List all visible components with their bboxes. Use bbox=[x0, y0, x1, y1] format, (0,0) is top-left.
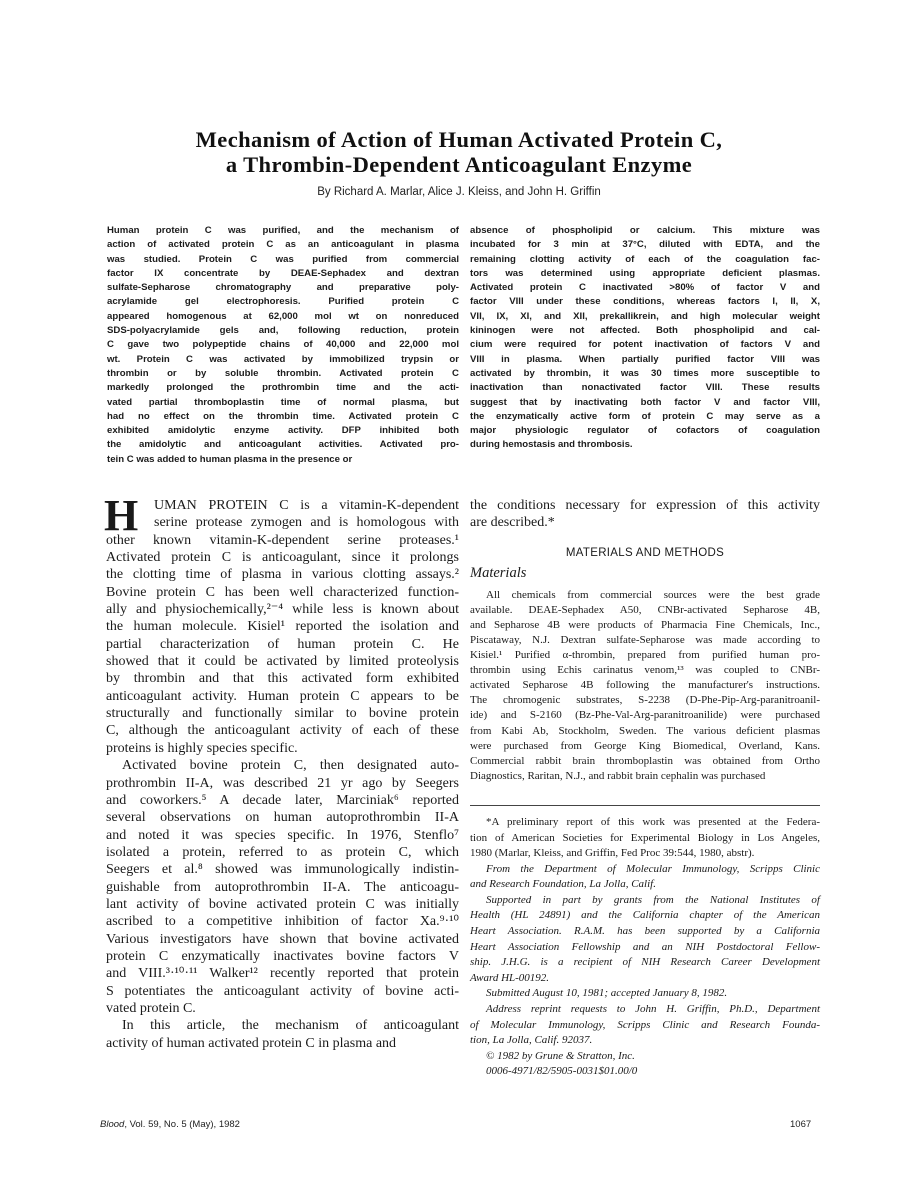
text-line: anticoagulant activity. Human protein C appears to be bbox=[106, 688, 459, 704]
text-line: ascribed to a competitive inhibition of factor Xa.⁹·¹⁰ bbox=[106, 914, 459, 930]
text-line: ally and physiochemically,²⁻⁴ while less is known about bbox=[106, 602, 459, 618]
text-line: Activated bovine protein C, then designated auto- bbox=[122, 758, 459, 774]
text-line: acrylamide gel electrophoresis. Purified protein C bbox=[107, 296, 459, 308]
text-line: during hemostasis and thrombosis. bbox=[470, 439, 633, 451]
subsection-heading: Materials bbox=[470, 564, 527, 581]
journal-citation bbox=[100, 1119, 240, 1130]
text-line: isolated a protein, referred to as protein C, which bbox=[106, 844, 459, 860]
title-line-2: a Thrombin-Dependent Anticoagulant Enzyme bbox=[225, 152, 693, 177]
page-number: 1067 bbox=[790, 1119, 812, 1130]
text-line: had no effect on the thrombin time. Activated protein C bbox=[107, 410, 459, 422]
text-line: activated Sepharose 4B following the manufacturer's instructions. bbox=[470, 679, 820, 692]
footnotes bbox=[470, 815, 820, 1080]
text-line: Diagnostics, Raritan, N.J., and rabbit brain cephalin was purchased bbox=[470, 769, 766, 782]
text-line: major physiologic regulator of cofactors of coagulation bbox=[470, 425, 820, 437]
text-line: of Molecular Immunology, Scripps Clinic and Research Founda- bbox=[470, 1018, 820, 1031]
text-line: SDS-polyacrylamide gels and, following reduction, protein bbox=[107, 325, 459, 337]
text-line: vated protein C. bbox=[106, 1000, 196, 1016]
text-line: available. DEAE-Sephadex A50, CNBr-activated Sepharose 4B, bbox=[470, 603, 820, 616]
text-line: tion of American Societies for Experimental Biology in Los Angeles, bbox=[470, 831, 820, 844]
text-line: Address reprint requests to John H. Griffin, Ph.D., Department bbox=[486, 1003, 820, 1016]
text-line: C, although the anticoagulant activity of each of these bbox=[106, 723, 459, 739]
text-line: partial characterization of human protein C. He bbox=[106, 636, 459, 652]
text-line: All chemicals from commercial sources were the best grade bbox=[486, 588, 820, 601]
article-code: 0006-4971/82/5905-0031$01.00/0 bbox=[486, 1065, 638, 1078]
text-line: other known vitamin-K-dependent serine proteases.¹ bbox=[106, 532, 459, 548]
paper-title bbox=[0, 127, 918, 177]
abstract-right-column bbox=[470, 224, 820, 453]
text-line: Kisiel.¹ Purified α-thrombin, prepared from purified human pro- bbox=[470, 649, 820, 662]
journal-volume: , Vol. 59, No. 5 (May), 1982 bbox=[124, 1119, 240, 1130]
text-line: Seegers et al.⁸ showed was immunologically indistin- bbox=[106, 862, 459, 878]
text-line: activity of human activated protein C in plasma and bbox=[106, 1035, 397, 1051]
submitted-note: Submitted August 10, 1981; accepted January 8, 1982. bbox=[486, 987, 728, 1000]
text-line: In this article, the mechanism of anticoagulant bbox=[122, 1018, 459, 1034]
text-line: activated by thrombin, it was 30 times more susceptible to bbox=[470, 367, 820, 379]
dropcap-letter: H bbox=[104, 491, 139, 540]
text-line: remaining clotting activity of each of the coagulation fac- bbox=[470, 253, 820, 265]
affiliation-note bbox=[470, 862, 820, 893]
text-line: tion, La Jolla, Calif. 92037. bbox=[470, 1034, 593, 1047]
body-right-column bbox=[470, 497, 820, 1080]
author-byline: By Richard A. Marlar, Alice J. Kleiss, and John H. Griffin bbox=[317, 186, 601, 198]
preliminary-report-note bbox=[470, 815, 820, 862]
title-line-1: Mechanism of Action of Human Activated Protein C, bbox=[195, 127, 723, 152]
text-line: From the Department of Molecular Immunology, Scripps Clinic bbox=[486, 862, 820, 875]
text-line: was studied. Protein C was purified from commercial bbox=[107, 253, 459, 265]
text-line: Piscataway, N.J. Dextran sulfate-Sepharose was made according to bbox=[470, 633, 820, 646]
text-line: ship. J.H.G. is a recipient of NIH Research Career Development bbox=[470, 956, 820, 969]
text-line: inactivation than nonactivated factor VIII. These results bbox=[470, 382, 820, 394]
intro-continuation bbox=[470, 497, 820, 532]
text-line: and noted it was species specific. In 1976, Stenflo⁷ bbox=[106, 827, 459, 843]
text-line: lant activity of bovine activated protein C was initially bbox=[106, 896, 459, 912]
text-line: the enzymatically active form of protein C may serve as a bbox=[470, 410, 820, 422]
text-line: factor IX concentrate by DEAE-Sephadex and dextran bbox=[107, 267, 459, 279]
text-line: the amidolytic and anticoagulant activities. Activated pro- bbox=[107, 439, 459, 451]
text-line: from Kabi Ab, Stockholm, Sweden. The various deficient plasmas bbox=[470, 724, 820, 737]
text-line: Supported in part by grants from the National Institutes of bbox=[486, 893, 820, 906]
text-line: Heart Association. R.A.M. has been supported by a California bbox=[470, 925, 820, 938]
copyright-note: © 1982 by Grune & Stratton, Inc. bbox=[486, 1049, 635, 1062]
text-line: vated partial thromboplastin time of normal plasma, but bbox=[107, 396, 459, 408]
text-line: serine protease zymogen and is homologous with bbox=[154, 515, 459, 531]
text-line: the human molecule. Kisiel¹ reported the isolation and bbox=[106, 619, 459, 635]
address-note bbox=[470, 1002, 820, 1049]
text-line: The chromogenic substrates, S-2238 (D-Phe-Pip-Arg-paranitroanil- bbox=[470, 694, 820, 707]
section-heading: MATERIALS AND METHODS bbox=[565, 546, 725, 559]
text-line: protein C enzymatically inactivates bovine factors V bbox=[106, 948, 459, 964]
text-line: showed that it could be activated by limited proteolysis bbox=[106, 654, 459, 670]
text-line: VII, IX, XI, and XII, prekallikrein, and high molecular weight bbox=[470, 310, 820, 322]
text-line: structurally and functionally similar to bovine protein bbox=[106, 706, 459, 722]
text-line: kininogen were not affected. Both phospholipid and cal- bbox=[470, 325, 820, 337]
text-line: tors was determined using appropriate deficient plasmas. bbox=[470, 267, 820, 279]
text-line: factor VIII under these conditions, whereas factors I, II, X, bbox=[470, 296, 820, 308]
text-line: several observations on human autoprothrombin II-A bbox=[106, 810, 459, 826]
text-line: C gave two polypeptide chains of 40,000 and 22,000 mol bbox=[107, 339, 459, 351]
text-line: suggest that by inactivating both factor V and factor VIII, bbox=[470, 396, 820, 408]
journal-name: Blood bbox=[100, 1119, 125, 1130]
text-line: Bovine protein C has been well characterized function- bbox=[106, 584, 459, 600]
text-line: Award HL-00192. bbox=[470, 971, 550, 984]
text-line: wt. Protein C was activated by immobilized trypsin or bbox=[107, 353, 459, 365]
body-left-column bbox=[104, 491, 459, 1052]
text-line: UMAN PROTEIN C is a vitamin-K-dependent bbox=[154, 498, 459, 513]
text-line: tein C was added to human plasma in the presence or bbox=[107, 453, 353, 465]
abstract-left-column bbox=[107, 224, 459, 467]
text-line: Activated protein C is anticoagulant, since it prolongs bbox=[106, 550, 459, 566]
text-line: *A preliminary report of this work was presented at the Federa- bbox=[486, 815, 820, 828]
text-line: 1980 (Marlar, Kleiss, and Griffin, Fed Proc 39:544, 1980, abstr). bbox=[470, 847, 755, 860]
text-line: prothrombin II-A, was described 21 yr ago by Seegers bbox=[106, 775, 459, 791]
text-line: S potentiates the anticoagulant activity of bovine acti- bbox=[106, 983, 459, 999]
text-line: Health (HL 24891) and the California chapter of the American bbox=[470, 909, 820, 922]
text-line: are described.* bbox=[470, 515, 555, 531]
text-line: and coworkers.⁵ A decade later, Marciniak⁶ reported bbox=[106, 792, 459, 808]
text-line: markedly prolonged the prothrombin time and the acti- bbox=[107, 382, 459, 394]
text-line: VIII in plasma. When partially purified factor VIII was bbox=[470, 353, 820, 365]
text-line: and VIII.³·¹⁰·¹¹ Walker¹² recently reported that protein bbox=[106, 966, 459, 982]
text-line: proteins is highly species specific. bbox=[106, 740, 298, 756]
text-line: guishable from autoprothrombin II-A. The anticoagu- bbox=[106, 879, 459, 895]
text-line: by thrombin and that this activated form exhibited bbox=[106, 671, 459, 687]
text-line: the conditions necessary for expression of this activity bbox=[470, 498, 820, 513]
text-line: exhibited amidolytic enzyme activity. DFP inhibited both bbox=[107, 425, 459, 437]
footnote-divider bbox=[470, 805, 820, 806]
text-line: and Research Foundation, La Jolla, Calif. bbox=[470, 878, 656, 891]
text-line: Heart Association Fellowship and an NIH Postdoctoral Fellow- bbox=[470, 940, 820, 953]
text-line: incubated for 3 min at 37°C, diluted with EDTA, and the bbox=[470, 239, 820, 251]
text-line: the clotting time of plasma in various clotting assays.² bbox=[106, 567, 459, 583]
text-line: Activated protein C inactivated >80% of factor V and bbox=[470, 282, 820, 294]
text-line: cium were required for potent inactivation of factors V and bbox=[470, 339, 820, 351]
text-line: appeared homogenous at 62,000 mol wt on nonreduced bbox=[107, 310, 459, 322]
text-line: thrombin or by soluble thrombin. Activated protein C bbox=[107, 367, 459, 379]
text-line: thrombin using Echis carinatus venom,¹³ was coupled to CNBr- bbox=[470, 664, 820, 677]
dropcap-paragraph bbox=[104, 491, 459, 1052]
text-line: Various investigators have shown that bovine activated bbox=[106, 931, 459, 947]
text-line: ide) and S-2160 (Bz-Phe-Val-Arg-paranitroanilide) were purchased bbox=[470, 709, 820, 722]
text-line: sulfate-Sepharose chromatography and preparative poly- bbox=[107, 282, 459, 294]
text-line: action of activated protein C as an anticoagulant in plasma bbox=[107, 239, 459, 251]
text-line: Commercial rabbit brain thromboplastin was obtained from Ortho bbox=[470, 754, 820, 767]
support-note bbox=[470, 893, 820, 987]
materials-paragraph bbox=[470, 588, 820, 784]
text-line: and Sepharose 4B were products of Pharmacia Fine Chemicals, Inc., bbox=[470, 618, 820, 631]
text-line: were purchased from George King Biomedical, Overland, Kans. bbox=[470, 739, 820, 752]
text-line: Human protein C was purified, and the mechanism of bbox=[107, 225, 459, 236]
text-line: absence of phospholipid or calcium. This mixture was bbox=[470, 225, 820, 236]
